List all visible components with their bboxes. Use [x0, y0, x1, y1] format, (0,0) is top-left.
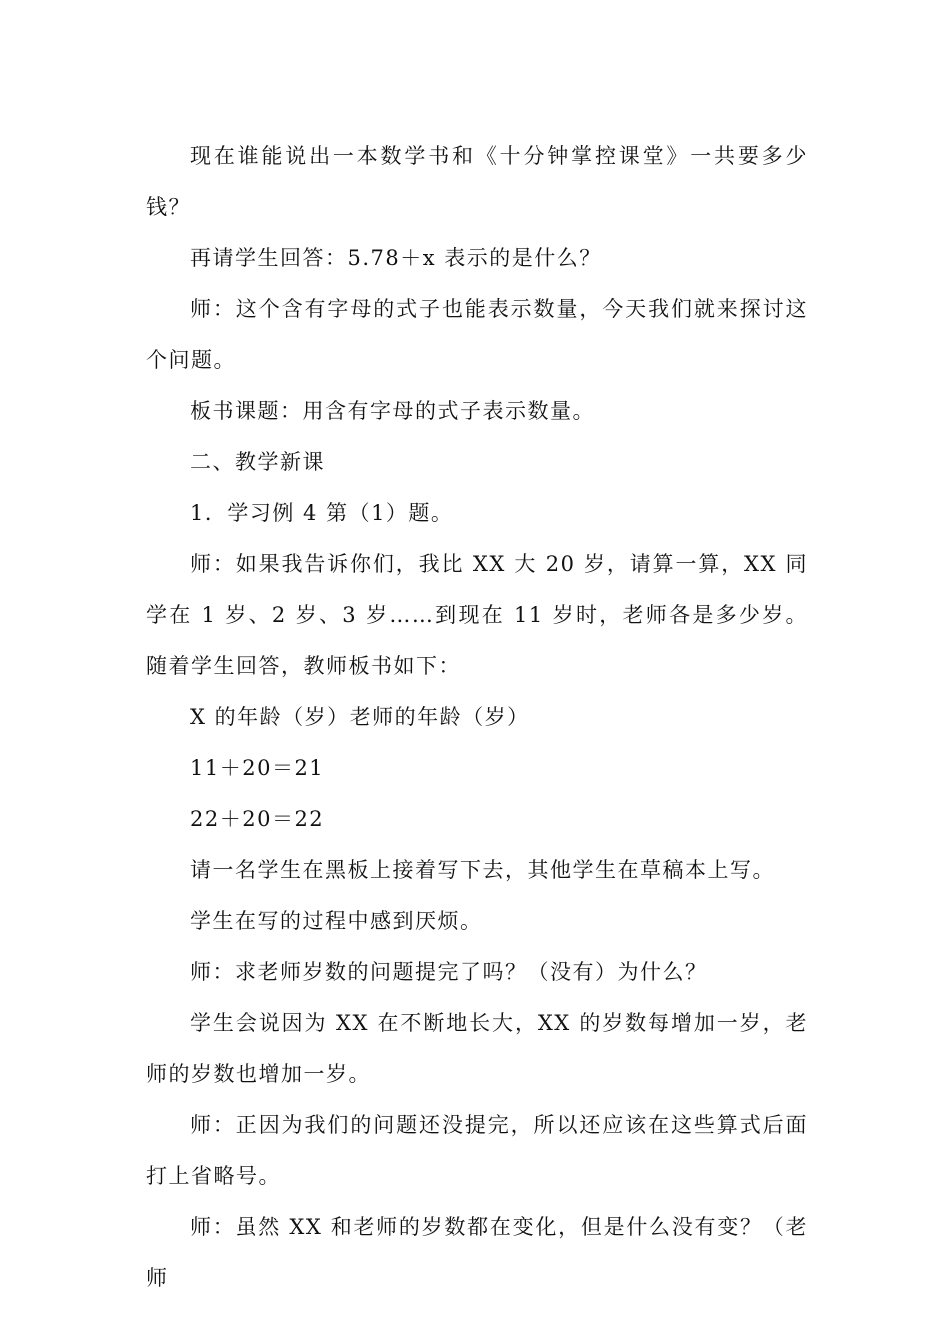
- paragraph: 学生在写的过程中感到厌烦。: [190, 909, 483, 933]
- paragraph: 现在谁能说出一本数学书和《十分钟掌控课堂》一共要多少钱？: [146, 144, 808, 219]
- document-body: [146, 131, 808, 1304]
- board-equation: 22＋20＝22: [190, 807, 325, 831]
- paragraph: 师：这个含有字母的式子也能表示数量，今天我们就来探讨这个问题。: [146, 297, 808, 372]
- paragraph: 师：正因为我们的问题还没提完，所以还应该在这些算式后面打上省略号。: [146, 1113, 808, 1188]
- paragraph: 再请学生回答：5.78＋x 表示的是什么？: [190, 246, 602, 270]
- paragraph: 师：如果我告诉你们，我比 XX 大 20 岁，请算一算，XX 同学在 1 岁、2 岁、3 岁……到现在 11 岁时，老师各是多少岁。随着学生回答，教师板书如下：: [146, 552, 808, 678]
- board-header: X 的年龄（岁）老师的年龄（岁）: [190, 705, 530, 729]
- paragraph: 请一名学生在黑板上接着写下去，其他学生在草稿本上写。: [190, 858, 775, 882]
- section-heading: 二、教学新课: [190, 450, 325, 474]
- paragraph: 学生会说因为 XX 在不断地长大，XX 的岁数每增加一岁，老师的岁数也增加一岁。: [146, 1011, 808, 1086]
- paragraph: 师：求老师岁数的问题提完了吗？（没有）为什么？: [190, 960, 708, 984]
- subsection-heading: 1．学习例 4 第（1）题。: [190, 501, 454, 525]
- paragraph: 师：虽然 XX 和老师的岁数都在变化，但是什么没有变？（老师: [146, 1215, 808, 1290]
- paragraph: 板书课题：用含有字母的式子表示数量。: [190, 399, 595, 423]
- board-equation: 11＋20＝21: [190, 756, 325, 780]
